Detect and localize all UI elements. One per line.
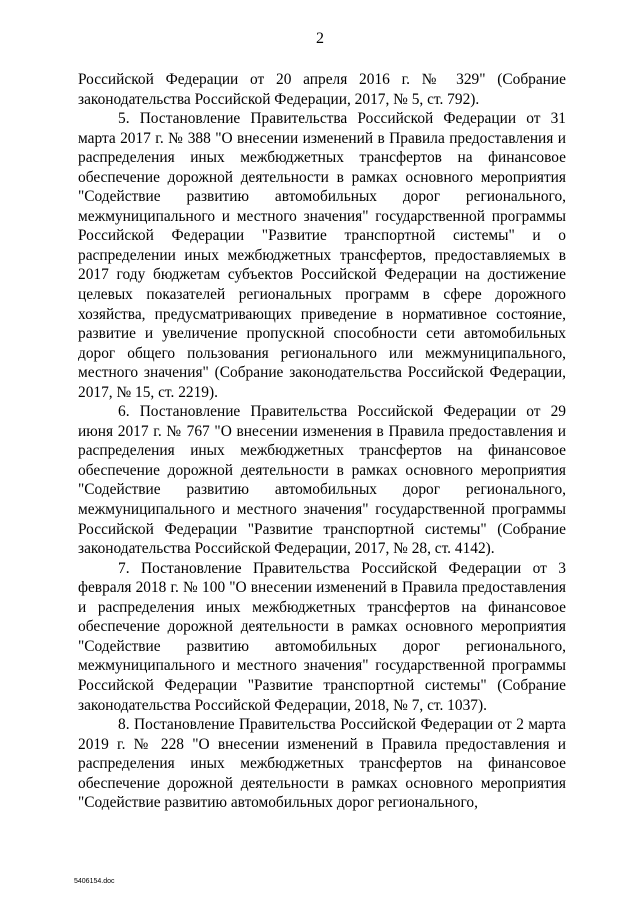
document-body [78, 70, 566, 813]
paragraph-item-5: 5. Постановление Правительства Российской Федерации от 31 марта 2017 г. № 388 "О внесении изменений в Правила предоставления и распределения иных межбюджетных трансфертов на финансовое обеспечение дорожной деятельности в рамках основного мероприятия "Содействие развитию автомобильных дорог регионального, межмуниципального и местного значения" государственной программы Российской Федерации "Развитие транспортной системы" и о распределении иных межбюджетных трансфертов, предоставляемых в 2017 году бюджетам субъектов Российской Федерации на достижение целевых показателей региональных программ в сфере дорожного хозяйства, предусматривающих приведение в нормативное состояние, развитие и увеличение пропускной способности сети автомобильных дорог общего пользования регионального или межмуниципального, местного значения" (Собрание законодательства Российской Федерации, 2017, № 15, ст. 2219). [78, 110, 566, 401]
paragraph-item-7: 7. Постановление Правительства Российской Федерации от 3 февраля 2018 г. № 100 "О внесении изменений в Правила предоставления и распределения иных межбюджетных трансфертов на финансовое обеспечение дорожной деятельности в рамках основного мероприятия "Содействие развитию автомобильных дорог регионального, межмуниципального и местного значения" государственной программы Российской Федерации "Развитие транспортной системы" (Собрание законодательства Российской Федерации, 2018, № 7, ст. 1037). [78, 559, 566, 714]
paragraph-item-6: 6. Постановление Правительства Российской Федерации от 29 июня 2017 г. № 767 "О внесении изменения в Правила предоставления и распределения иных межбюджетных трансфертов на финансовое обеспечение дорожной деятельности в рамках основного мероприятия "Содействие развитию автомобильных дорог регионального, межмуниципального и местного значения" государственной программы Российской Федерации "Развитие транспортной системы" (Собрание законодательства Российской Федерации, 2017, № 28, ст. 4142). [78, 403, 566, 558]
paragraph-continuation: Российской Федерации от 20 апреля 2016 г. № 329" (Собрание законодательства Российской Федерации, 2017, № 5, ст. 792). [78, 71, 566, 108]
page-number: 2 [316, 30, 324, 47]
file-name-footer: 5406154.doc [74, 878, 115, 885]
paragraph-item-8: 8. Постановление Правительства Российской Федерации от 2 марта 2019 г. № 228 "О внесении изменений в Правила предоставления и распределения иных межбюджетных трансфертов на финансовое обеспечение дорожной деятельности в рамках основного мероприятия "Содействие развитию автомобильных дорог регионального, [78, 716, 566, 812]
